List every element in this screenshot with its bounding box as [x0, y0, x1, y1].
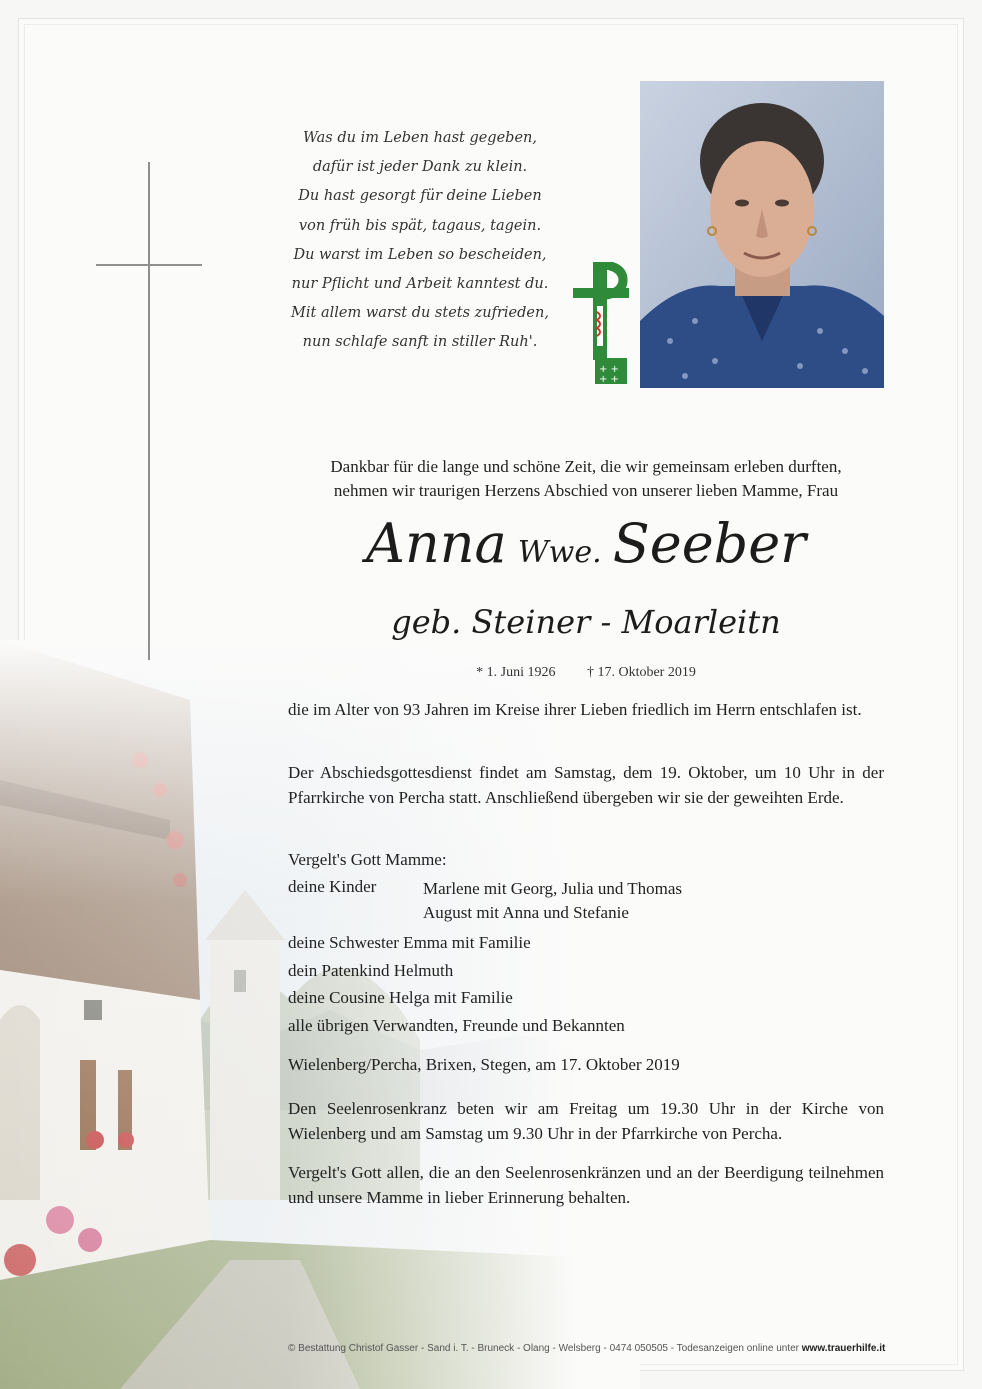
footer-text: © Bestattung Christof Gasser - Sand i. T. - Bruneck - Olang - Welsberg - 0474 050505 - Todesanzeigen online unter	[288, 1343, 799, 1354]
chi-rho-emblem-icon	[573, 262, 629, 386]
thanks-paragraph: Vergelt's Gott allen, die an den Seelenrosenkränzen und an der Beerdigung teilnehmen und unsere Mamme in lieber Erinnerung behalten.	[288, 1163, 884, 1207]
last-name: Seeber	[612, 512, 806, 575]
mourners-heading: Vergelt's Gott Mamme:	[288, 850, 447, 869]
list-item: Marlene mit Georg, Julia und Thomas	[423, 879, 683, 898]
poem-line: Mit allem warst du stets zufrieden,	[291, 305, 549, 322]
poem-line: Was du im Leben hast gegeben,	[303, 130, 537, 146]
poem-line: Du warst im Leben so bescheiden,	[293, 246, 547, 263]
deceased-name	[288, 512, 884, 575]
poem-line: Du hast gesorgt für deine Lieben	[298, 188, 542, 205]
place-and-date: Wielenberg/Percha, Brixen, Stegen, am 17. Oktober 2019	[288, 1055, 680, 1074]
poem-line: nun schlafe sanft in stiller Ruh'.	[302, 334, 538, 351]
intro-text	[288, 455, 884, 503]
list-item: August mit Anna und Stefanie	[423, 903, 629, 922]
svg-text:+ +: + +	[599, 374, 619, 385]
list-item: alle übrigen Verwandten, Freunde und Bekannten	[288, 1015, 625, 1035]
service-paragraph: Der Abschiedsgottesdienst findet am Samstag, dem 19. Oktober, um 10 Uhr in der Pfarrkirche von Percha statt. Anschließend übergeben wir sie der geweihten Erde.	[288, 763, 884, 807]
children-label: deine Kinder	[288, 877, 377, 896]
portrait-photo	[640, 81, 884, 388]
poem-line: von früh bis spät, tagaus, tagein.	[298, 217, 542, 234]
cross-icon	[148, 162, 150, 660]
list-item: dein Patenkind Helmuth	[288, 960, 454, 980]
age-paragraph: die im Alter von 93 Jahren im Kreise ihrer Lieben friedlich im Herrn entschlafen ist.	[288, 700, 862, 719]
rosary-paragraph: Den Seelenrosenkranz beten wir am Freitag um 19.30 Uhr in der Kirche von Wielenberg und am Samstag um 9.30 Uhr in der Pfarrkirche von Percha.	[288, 1099, 884, 1143]
cross-icon-bar	[96, 264, 202, 266]
list-item: deine Cousine Helga mit Familie	[288, 988, 513, 1007]
intro-line: nehmen wir traurigen Herzens Abschied von unserer lieben Mamme, Frau	[333, 481, 839, 500]
life-dates	[288, 665, 884, 681]
children-list	[423, 877, 682, 925]
intro-line: Dankbar für die lange und schöne Zeit, die wir gemeinsam erleben durften,	[330, 457, 842, 476]
first-name: Anna	[366, 512, 507, 575]
poem-line: nur Pflicht und Arbeit kanntest du.	[291, 276, 549, 293]
birth-name: geb. Steiner - Moarleitn	[391, 603, 781, 641]
list-item: deine Schwester Emma mit Familie	[288, 933, 531, 952]
svg-text:+ +: + +	[599, 364, 619, 375]
death-date: † 17. Oktober 2019	[586, 665, 696, 680]
birth-date: * 1. Juni 1926	[476, 665, 556, 680]
widow-note: Wwe.	[517, 535, 602, 570]
poem	[286, 124, 554, 358]
footer-link[interactable]: www.trauerhilfe.it	[801, 1343, 886, 1354]
footer	[288, 1343, 952, 1354]
other-mourners-list	[288, 929, 625, 1039]
poem-line: dafür ist jeder Dank zu klein.	[312, 159, 528, 176]
